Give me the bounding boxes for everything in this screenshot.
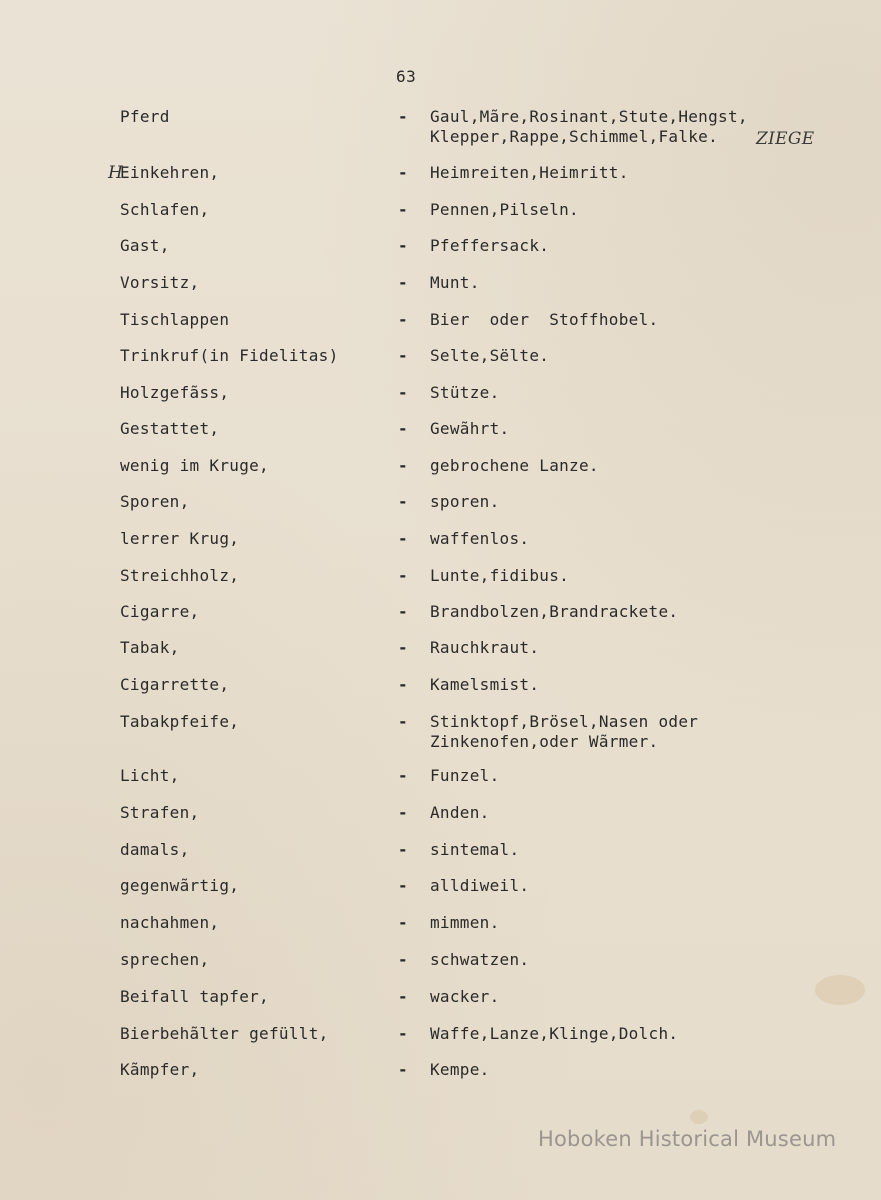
page-number: 63 [396, 67, 417, 86]
entry-dash: - [398, 383, 408, 402]
entry-definition: sintemal. [430, 840, 520, 859]
entry-term: Tabakpfeife, [120, 712, 240, 731]
entry-term: Streichholz, [120, 566, 240, 585]
entry-definition: Gewãhrt. [430, 419, 510, 438]
entry-definition: mimmen. [430, 913, 500, 932]
entry-dash: - [398, 913, 408, 932]
entry-dash: - [398, 602, 408, 621]
entry-dash: - [398, 419, 408, 438]
entry-term: Einkehren, [120, 163, 220, 182]
entry-dash: - [398, 1024, 408, 1043]
entry-dash: - [398, 529, 408, 548]
entry-definition: schwatzen. [430, 950, 530, 969]
entry-definition: wacker. [430, 987, 500, 1006]
entry-dash: - [398, 273, 408, 292]
entry-term: gegenwãrtig, [120, 876, 240, 895]
entry-dash: - [398, 163, 408, 182]
entry-term: Holzgefãss, [120, 383, 230, 402]
entry-definition: Stützе. [430, 383, 500, 402]
entry-term: Gestattet, [120, 419, 220, 438]
entry-term: Pferd [120, 107, 170, 126]
entry-definition: Stinktopf,Brösel,Nasen oder Zinkenofen,oder Wãrmer. [430, 712, 699, 751]
entry-dash: - [398, 876, 408, 895]
handwritten-note: ZIEGE [756, 129, 815, 149]
entry-dash: - [398, 236, 408, 255]
entry-term: Bierbehãlter gefüllt, [120, 1024, 329, 1043]
entry-term: wenig im Kruge, [120, 456, 269, 475]
entry-definition: Rauchkraut. [430, 638, 540, 657]
entry-term: Cigarre, [120, 602, 200, 621]
entry-term: Sporen, [120, 492, 190, 511]
entry-definition: Lunte,fidibus. [430, 566, 570, 585]
entry-term: lerrer Krug, [120, 529, 240, 548]
entry-dash: - [398, 310, 408, 329]
entry-definition: Selte,Sëlte. [430, 346, 550, 365]
entry-term: Gast, [120, 236, 170, 255]
entry-dash: - [398, 712, 408, 731]
entry-definition: Waffe,Lanze,Klinge,Dolch. [430, 1024, 679, 1043]
entry-dash: - [398, 107, 408, 126]
entry-definition: waffenlos. [430, 529, 530, 548]
entry-term: Licht, [120, 766, 180, 785]
entry-term: Beifall tapfer, [120, 987, 269, 1006]
entry-dash: - [398, 200, 408, 219]
paper-stain [815, 975, 865, 1005]
entry-dash: - [398, 803, 408, 822]
entry-dash: - [398, 840, 408, 859]
entry-dash: - [398, 492, 408, 511]
entry-definition: Munt. [430, 273, 480, 292]
entry-definition: gebrochene Lanze. [430, 456, 599, 475]
entry-definition: Pennen,Pilseln. [430, 200, 579, 219]
entry-definition: Gaul,Mãre,Rosinant,Stute,Hengst, Klepper,Rappe,Schimmel,Falke. [430, 107, 748, 146]
entry-term: Kãmpfer, [120, 1060, 200, 1079]
entry-definition: Brandbolzen,Brandrackete. [430, 602, 679, 621]
entry-definition: Kamelsmist. [430, 675, 540, 694]
paper-stain [690, 1110, 708, 1124]
entry-term: Schlafen, [120, 200, 210, 219]
entry-dash: - [398, 346, 408, 365]
entry-definition: Funzel. [430, 766, 500, 785]
entry-definition: Heimreiten,Heimritt. [430, 163, 629, 182]
handwritten-prefix: H [108, 163, 124, 183]
entry-term: damals, [120, 840, 190, 859]
entry-dash: - [398, 566, 408, 585]
entry-dash: - [398, 675, 408, 694]
entry-term: Strafen, [120, 803, 200, 822]
entry-definition: sporen. [430, 492, 500, 511]
entry-definition: alldiweil. [430, 876, 530, 895]
museum-watermark: Hoboken Historical Museum [538, 1127, 837, 1151]
entry-term: Vorsitz, [120, 273, 200, 292]
entry-dash: - [398, 950, 408, 969]
entry-term: Trinkruf(in Fidelitas) [120, 346, 339, 365]
entry-dash: - [398, 987, 408, 1006]
entry-definition: Kempe. [430, 1060, 490, 1079]
entry-term: nachahmen, [120, 913, 220, 932]
entry-definition: Pfeffersack. [430, 236, 550, 255]
entry-definition: Anden. [430, 803, 490, 822]
entry-definition: Bier oder Stoffhobel. [430, 310, 659, 329]
entry-dash: - [398, 638, 408, 657]
entry-dash: - [398, 766, 408, 785]
entry-term: Cigarrette, [120, 675, 230, 694]
entry-dash: - [398, 456, 408, 475]
entry-term: Tischlappen [120, 310, 230, 329]
entry-dash: - [398, 1060, 408, 1079]
entry-term: sprechen, [120, 950, 210, 969]
entry-term: Tabak, [120, 638, 180, 657]
